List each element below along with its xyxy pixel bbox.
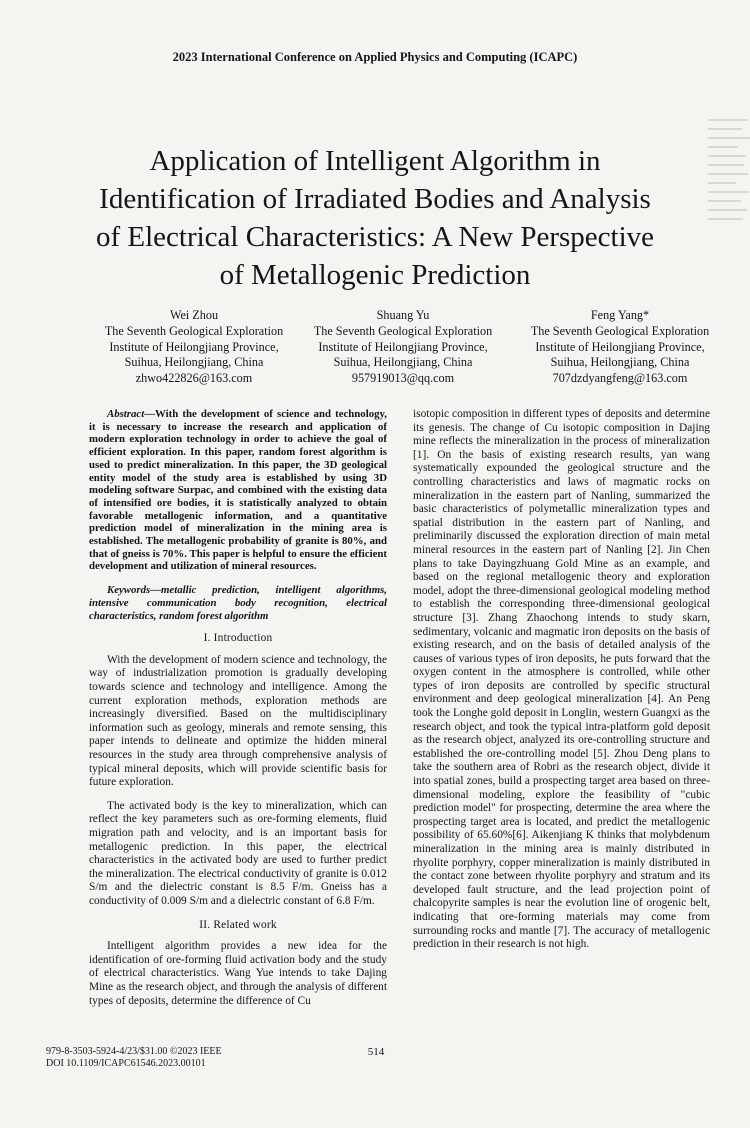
right-column: [413, 408, 710, 952]
author-name: Shuang Yu: [376, 308, 430, 322]
author-email: 707dzdyangfeng@163.com: [552, 370, 688, 385]
author-affiliation: The Seventh Geological Exploration: [313, 324, 493, 339]
author-affiliation: The Seventh Geological Exploration: [530, 324, 710, 339]
keywords-label: Keywords: [107, 584, 151, 597]
author-block-3: [516, 308, 724, 386]
paragraph: Intelligent algorithm provides a new idea for the identification of ore-forming fluid activation body and the study of electrical characteristics. Wang Yue intends to take Dajing Mine as the research object, and through the analysis of different types of deposits, determine the difference of Cu: [89, 940, 387, 1007]
page-number: 514: [367, 1046, 385, 1058]
author-city: Suihua, Heilongjiang, China: [124, 355, 264, 370]
author-block-1: [88, 308, 300, 386]
author-email: zhwo422826@163.com: [135, 370, 253, 385]
abstract-label: Abstract: [107, 408, 145, 420]
author-email: 957919013@qq.com: [351, 370, 455, 385]
abstract-text: —With the development of science and technology, it is necessary to increase the research and application of modern exploration technology in order to achieve the goal of efficient exploration. In this paper, random forest algorithm is used to predict mineralization. In this paper, the 3D geological entity model of the study area is established by using 3D modeling software Surpac, and combined with the existing data of intensified ore bodies, it is statistically analyzed to obtain favorable metallogenic information, and a quantitative prediction model of mineralization in the mining area is established. The metallogenic probability of granite is 80%, and that of gneiss is 70%. This paper is helpful to ensure the efficient development and utilization of mineral resources.: [89, 408, 387, 573]
doi-line: DOI 10.1109/ICAPC61546.2023.00101: [46, 1058, 206, 1069]
conference-header: 2023 International Conference on Applied Physics and Computing (ICAPC): [172, 50, 578, 64]
isbn-line: 979-8-3503-5924-4/23/$31.00 ©2023 IEEE: [46, 1046, 222, 1057]
author-city: Suihua, Heilongjiang, China: [333, 355, 473, 370]
keywords-text: —metallic prediction, intelligent algorithms, intensive communication body recognition, electrical characteristics, random forest algorithm: [89, 584, 387, 622]
paragraph: isotopic composition in different types of deposits and determine its genesis. The change of Cu isotopic composition in Dajing mine reflects the mineralization in the process of mineralization [1]. On the basis of existing research results, yan wang systematically expounded the geological structure and the controlling characteristics and laws of magmatic rocks on mineralization in the eastern part of Nanling, summarized the basic characteristics of polymetallic mineralization types and spatial distribution in the eastern part of Nanling, and preliminarily discussed the exploration direction of main metal mineral resources in the eastern part of Nanling [2]. Jin Chen plans to take Dayingzhuang Gold Mine as an example, and based on the regional metallogenic theory and exploration model, adopt the three-dimensional geological modeling method to establish the corresponding three-dimensional geological structure [3]. Zhang Zhaochong intends to study skarn, sedimentary, volcanic and magmatic iron deposits on the basis of existing research, and on the basis of detailed analysis of the causes of various types of iron deposits, he puts forward that the oxygen content in the atmosphere is controlled, while other types of iron deposits are controlled by specific structural environment and deep geological mineralization [4]. An Peng took the Longhe gold deposit in Longlin, western Guangxi as the research object, and took the typical intra-platform gold deposit as the research object, analyzed its ore-controlling structure and established the ore-controlling model [5]. Zhou Deng plans to take the southern area of Robri as the research object, divide it into spatial zones, build a prospecting target area based on three-dimensional modeling, explore the feasibility of "cubic prediction model" for prospecting, determine the area where the prospecting target area is located, and predict the metallogenic possibility of 65.60%[6]. Aikenjiang K thinks that molybdenum mineralization in the mining area is mainly distributed in rhyolite porphyry, copper mineralization is mainly distributed in the contact zone between rhyolite porphyry and stratum and its developed fault structure, and the lead projection point of chalcopyrite samples is near the evolution line of orogenic belt, indicating that ore-forming materials may come from surrounding rocks and mantle [7]. The accuracy of metallogenic prediction in their research is not high.: [413, 408, 710, 951]
keywords: [89, 584, 387, 622]
left-column: [89, 408, 387, 1008]
section-heading-related-work: II. Related work: [199, 918, 277, 931]
author-affiliation: The Seventh Geological Exploration: [104, 324, 284, 339]
paragraph: With the development of modern science and technology, the way of industrialization promotion is gradually developing towards science and technology and intelligence. Among the current exploration methods, exploration methods are increasingly diversified. Based on the multidisciplinary information such as geology, minerals and remote sensing, this paper intends to delineate and optimize the hidden mineral resources in the study area through comprehensive analysis of typical mineral deposits, which will provide scientific basis for future exploration.: [89, 653, 387, 789]
author-name: Feng Yang*: [590, 308, 650, 322]
section-heading-introduction: I. Introduction: [203, 632, 273, 645]
paragraph: The activated body is the key to mineralization, which can reflect the key parameters such as ore-forming elements, fluid migration path and velocity, and is an important basis for metallogenic prediction. In this paper, the electrical characteristics in the activated body are used to further predict the mineralization. The electrical conductivity of granite is 0.012 S/m and the dielectric constant is 8.5 F/m. Gneiss has a conductivity of 0.009 S/m and a dielectric constant of 6.8 F/m.: [89, 799, 387, 907]
abstract: [89, 408, 387, 573]
author-city: Suihua, Heilongjiang, China: [550, 355, 690, 370]
author-affiliation: Institute of Heilongjiang Province,: [318, 339, 488, 354]
author-affiliation: Institute of Heilongjiang Province,: [535, 339, 705, 354]
author-name: Wei Zhou: [169, 308, 219, 322]
footer-copyright: [46, 1046, 222, 1070]
paper-title: Application of Intelligent Algorithm in Identification of Irradiated Bodies and Analysis of Electrical Characteristics: A New Perspective of Metallogenic Prediction: [95, 145, 655, 291]
author-affiliation: Institute of Heilongjiang Province,: [109, 339, 279, 354]
author-block-2: [302, 308, 504, 386]
